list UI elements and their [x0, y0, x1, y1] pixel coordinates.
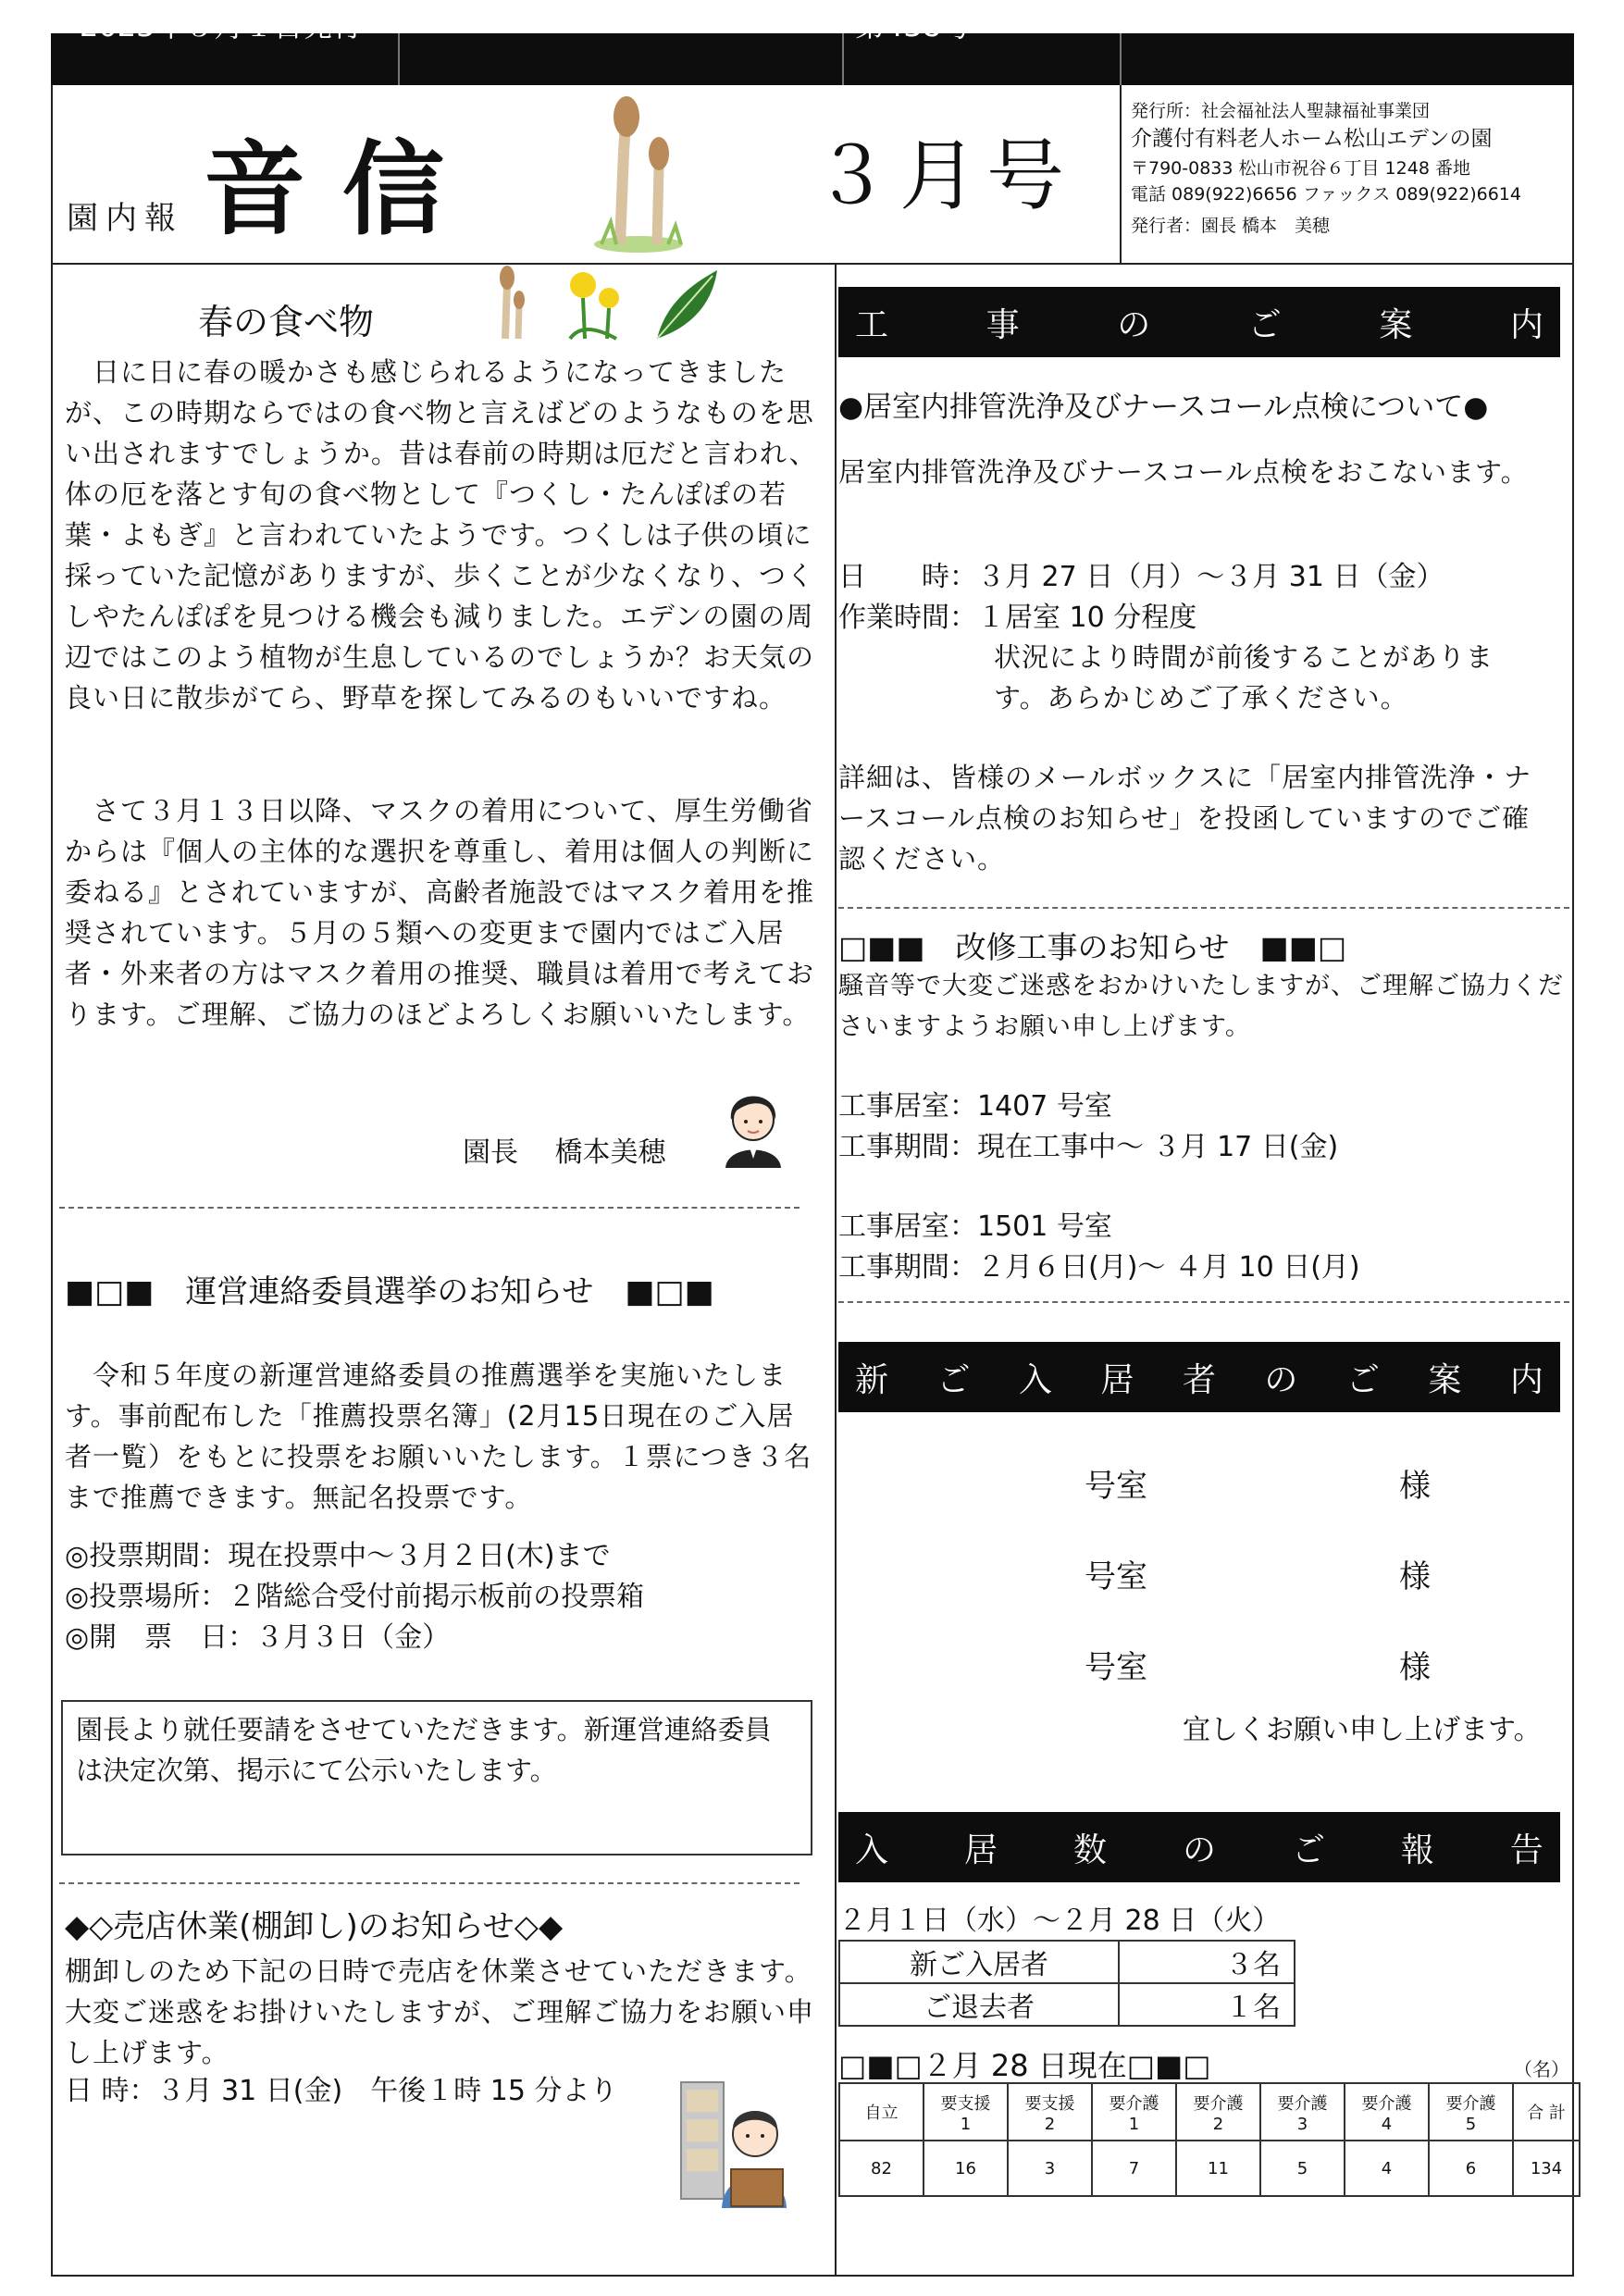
- shop-closure-paragraph: 棚卸しのため下記の日時で売店を休業させていただきます。大変ご迷惑をお掛けいたしますが、ご理解ご協力をお願い申し上げます。: [65, 1955, 815, 2068]
- director-signature: 園長 橋本美穂: [463, 1136, 666, 1169]
- bar-char: の: [1117, 305, 1151, 344]
- bar-char: の: [1182, 1831, 1216, 1869]
- column-divider: [835, 263, 837, 2277]
- bar-char: 入: [855, 1831, 889, 1869]
- phone-line: 電話 089(922)6656 ファックス 089(922)6614: [1131, 184, 1521, 205]
- election-paragraph: 令和５年度の新運営連絡委員の推薦選挙を実施いたします。事前配布した「推薦投票名簿」(2月15日現在のご入居者一覧）をもとに投票をお願いいたします。１票につき３名まで推薦できます。無記名投票です。: [65, 1359, 812, 1513]
- spring-food-paragraph-1: 日に日に春の暖かさも感じられるようになってきましたが、この時期ならではの食べ物と言えばどのようなものを思い出されますでしょうか。昔は春前の時期は厄だと言われ、体の厄を落とす旬の食べ物として『つくし・たんぽぽの若葉・よもぎ』と言われていたようです。つくしは子供の頃に採っていた記憶がありますが、歩くことが少なくなり、つくしやたんぽぽを見つける機会も減りました。エデンの園の周辺ではこのよう植物が生息しているのでしょうか？お天気の良い日に散歩がてら、野草を探してみるのもいいですね。: [65, 356, 817, 714]
- issue-month: ３月号: [812, 130, 1074, 221]
- occupancy-as-of: □■□２月 28 日現在□■□: [838, 2048, 1211, 2083]
- spring-plants-illustration: [481, 265, 722, 342]
- voting-period: ◎投票期間：現在投票中～３月２日(木)まで: [65, 1540, 611, 1572]
- bar-char: 工: [855, 305, 889, 344]
- bar-char: 数: [1072, 1831, 1107, 1869]
- new-resident-room: 号室: [1085, 1558, 1147, 1595]
- inspection-dates: 日 時：３月 27 日（月）～３月 31 日（金）: [838, 561, 1444, 593]
- bar-char: 者: [1182, 1360, 1216, 1399]
- table-row: [839, 2141, 1580, 2196]
- occupancy-summary-table: [838, 1940, 1295, 2027]
- bar-char: 告: [1509, 1831, 1543, 1869]
- header-cell: 要介護 4: [1345, 2083, 1429, 2141]
- issue-number: 第438号: [855, 8, 972, 43]
- publisher-line: 発行所：社会福祉法人聖隷福祉事業団: [1131, 101, 1431, 121]
- construction-section-bar: [838, 287, 1560, 357]
- new-resident-honorific: 様: [1399, 1468, 1431, 1505]
- section-separator: [59, 1207, 800, 1209]
- new-resident-honorific: 様: [1399, 1558, 1431, 1595]
- shop-closure-datetime: 日 時：３月 31 日(金) 午後１時 15 分より: [65, 2075, 618, 2107]
- header-cell: 要支援 1: [924, 2083, 1008, 2141]
- renovation-period-2: 工事期間：２月６日(月)～ ４月 10 日(月): [838, 1251, 1360, 1284]
- horsetail-illustration: [583, 96, 694, 254]
- bar-char: 入: [1018, 1360, 1052, 1399]
- section-separator: [838, 1301, 1569, 1303]
- section-separator: [59, 1882, 800, 1884]
- bar-char: 案: [1428, 1360, 1462, 1399]
- new-resident-honorific: 様: [1399, 1649, 1431, 1686]
- header-cell: 要支援 2: [1008, 2083, 1092, 2141]
- bar-char: 報: [1400, 1831, 1434, 1869]
- count-cell: 5: [1260, 2141, 1345, 2196]
- count-cell: 7: [1092, 2141, 1176, 2196]
- count-cell: 11: [1176, 2141, 1260, 2196]
- election-notice-text: 園長より就任要請をさせていただきます。新運営連絡委員は決定次第、掲示にて公示いたします。: [76, 1714, 772, 1786]
- summary-value: １名: [1119, 1983, 1295, 2026]
- bar-char: ご: [936, 1360, 971, 1399]
- voting-place: ◎投票場所：２階総合受付前掲示板前の投票箱: [65, 1581, 645, 1613]
- bar-char: 事: [986, 305, 1020, 344]
- shop-staff-illustration: [677, 2073, 798, 2212]
- header-cell: 合 計: [1513, 2083, 1580, 2141]
- count-cell: 4: [1345, 2141, 1429, 2196]
- spring-food-paragraph-2: さて３月１３日以降、マスクの着用について、厚生労働省からは『個人の主体的な選択を尊重し、着用は個人の判断に委ねる』とされていますが、高齢者施設ではマスク着用を推奨されています。５月の５類への変更まで園内ではご入居者・外来者の方はマスク着用の推奨、職員は着用で考えております。ご理解、ご協力のほどよろしくお願いいたします。: [65, 795, 815, 1030]
- count-cell: 82: [839, 2141, 924, 2196]
- bar-char: ご: [1291, 1831, 1325, 1869]
- bar-char: ご: [1345, 1360, 1380, 1399]
- summary-label: ご退去者: [839, 1983, 1119, 2026]
- bar-char: 居: [1100, 1360, 1134, 1399]
- renovation-paragraph: 騒音等で大変ご迷惑をおかけいたしますが、ご理解ご協力くださいますようお願い申し上げます。: [838, 972, 1564, 1041]
- bar-char: 内: [1509, 1360, 1543, 1399]
- count-cell: 16: [924, 2141, 1008, 2196]
- count-cell: 3: [1008, 2141, 1092, 2196]
- header-cell: 自立: [839, 2083, 924, 2141]
- count-cell: 6: [1429, 2141, 1513, 2196]
- header-divider: [842, 33, 844, 85]
- header-divider: [1120, 33, 1122, 85]
- summary-label: 新ご入居者: [839, 1941, 1119, 1983]
- inspection-note: 状況により時間が前後することがあります。あらかじめご了承ください。: [994, 641, 1494, 714]
- occupancy-unit: （名）: [1514, 2058, 1569, 2080]
- facility-name: 介護付有料老人ホーム松山エデンの園: [1131, 127, 1493, 151]
- spring-food-title: 春の食べ物: [198, 302, 375, 342]
- renovation-room-2: 工事居室：1501 号室: [838, 1210, 1112, 1243]
- new-residents-section-bar: [838, 1342, 1560, 1412]
- header-cell: 要介護 5: [1429, 2083, 1513, 2141]
- occupancy-period: ２月１日（水）～２月 28 日（火）: [838, 1905, 1281, 1937]
- masthead-title: 音信: [204, 130, 481, 249]
- table-header-row: [839, 2083, 1580, 2141]
- table-row: [839, 1983, 1295, 2026]
- inspection-intro: 居室内排管洗浄及びナースコール点検をおこないます。: [838, 456, 1529, 488]
- inspection-duration: 作業時間：１居室 10 分程度: [838, 602, 1197, 634]
- bar-char: 案: [1379, 305, 1413, 344]
- bar-char: 新: [855, 1360, 889, 1399]
- mugwort-leaf-icon: [657, 270, 717, 339]
- election-notice-box: [61, 1700, 812, 1855]
- new-resident-room: 号室: [1085, 1468, 1147, 1505]
- dandelion-icon: [570, 272, 619, 339]
- inspection-subtitle: ●居室内排管洗浄及びナースコール点検について●: [838, 391, 1489, 424]
- shop-closure-title: ◆◇売店休業(棚卸し)のお知らせ◇◆: [65, 1908, 564, 1945]
- renovation-room-1: 工事居室：1407 号室: [838, 1090, 1112, 1123]
- count-cell: 134: [1513, 2141, 1580, 2196]
- renovation-period-1: 工事期間：現在工事中～ ３月 17 日(金): [838, 1131, 1339, 1163]
- bar-char: 内: [1509, 305, 1543, 344]
- bar-char: ご: [1247, 305, 1282, 344]
- publisher-divider: [1120, 85, 1122, 263]
- occupancy-section-bar: [838, 1812, 1560, 1882]
- address-line: 〒790-0833 松山市祝谷６丁目 1248 番地: [1131, 158, 1470, 179]
- header-cell: 要介護 2: [1176, 2083, 1260, 2141]
- election-title: ■□■ 運営連絡委員選挙のお知らせ ■□■: [65, 1273, 714, 1310]
- masthead-small: 園内報: [67, 200, 183, 237]
- occupancy-count-table: [838, 2082, 1581, 2197]
- header-cell: 要介護 3: [1260, 2083, 1345, 2141]
- header-divider: [398, 33, 400, 85]
- bar-char: 居: [963, 1831, 998, 1869]
- counting-date: ◎開 票 日：３月３日（金）: [65, 1621, 451, 1654]
- table-row: [839, 1941, 1295, 1983]
- new-residents-closing: 宜しくお願い申し上げます。: [1183, 1714, 1542, 1746]
- header-bottom-rule: [51, 263, 1574, 265]
- summary-value: ３名: [1119, 1941, 1295, 1983]
- renovation-title: □■■ 改修工事のお知らせ ■■□: [838, 929, 1347, 965]
- issue-date: 2023年３月１日発行: [80, 8, 363, 43]
- publisher-person: 発行者：園長 橋本 美穂: [1131, 216, 1331, 236]
- new-resident-room: 号室: [1085, 1649, 1147, 1686]
- section-separator: [838, 907, 1569, 909]
- header-cell: 要介護 1: [1092, 2083, 1176, 2141]
- inspection-details: 詳細は、皆様のメールボックスに「居室内排管洗浄・ナースコール点検のお知らせ」を投函していますのでご確認ください。: [838, 762, 1532, 875]
- bar-char: の: [1264, 1360, 1298, 1399]
- director-portrait: [718, 1079, 788, 1170]
